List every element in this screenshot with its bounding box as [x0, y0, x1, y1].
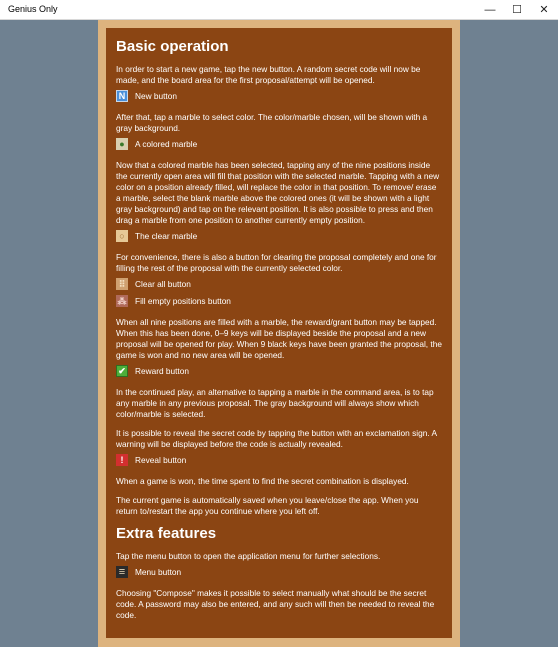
- paragraph-reveal: It is possible to reveal the secret code by tapping the button with an exclamation sign. A warning will be displayed before the code is actually revealed.: [116, 428, 437, 449]
- paragraph-reward: When all nine positions are filled with a marble, the reward/grant button may be tapped. When this has been done, 0–9 keys will be displayed beside the proposal and a new proposal will be opened for play. When 9 black keys have been granted the proposal, the game is won and no new area will be opened.: [116, 317, 442, 360]
- legend-reveal: [116, 453, 442, 467]
- paragraph-compose: Choosing "Compose" makes it possible to select manually what should be the secret code. A password may also be entered, and any such will then be needed to reveal the code.: [116, 588, 435, 620]
- colored-marble-icon: ●: [116, 138, 128, 150]
- menu-icon: ≡: [116, 566, 128, 578]
- legend-reward: [116, 364, 442, 378]
- close-button[interactable]: ✕: [539, 4, 549, 16]
- paragraph-continued-play: In the continued play, an alternative to tapping a marble in the command area, is to tap any marble in any previous proposal. The gray background will always show which color/marble is selected.: [116, 387, 434, 419]
- paragraph-convenience: For convenience, there is also a button for clearing the proposal completely and one for filling the rest of the proposal with the currently selected color.: [116, 252, 437, 273]
- legend-label: Reward button: [135, 365, 189, 376]
- heading-extra-features: Extra features: [116, 525, 217, 542]
- minimize-button[interactable]: —: [484, 3, 496, 16]
- legend-label: Clear all button: [135, 278, 191, 289]
- legend-fill-empty: [116, 294, 442, 308]
- paragraph-game-won: When a game is won, the time spent to find the secret combination is displayed.: [116, 476, 409, 486]
- heading-basic-operation: Basic operation: [116, 38, 229, 55]
- legend-label: New button: [135, 90, 177, 101]
- help-content: [106, 28, 452, 621]
- legend-label: Menu button: [135, 566, 182, 577]
- legend-clear-marble: [116, 229, 442, 243]
- clear-marble-icon: ○: [116, 230, 128, 242]
- checkmark-icon: ✔: [116, 365, 128, 377]
- title-bar: [0, 0, 558, 20]
- paragraph-select-color: After that, tap a marble to select color. The color/marble chosen, will be shown with a gray background.: [116, 112, 428, 133]
- new-icon: N: [116, 90, 128, 102]
- help-panel[interactable]: [106, 28, 452, 638]
- legend-new-button: [116, 89, 442, 103]
- exclamation-icon: !: [116, 454, 128, 466]
- paragraph-positions: Now that a colored marble has been selected, tapping any of the nine positions inside the currently open area will fill that position with the selected marble. Tapping with a new color on a position already filled, will replace the color in that position. To remove/ erase a marble, select the blank marble above the colored ones (it will be shown with a light gray background) and tap on the relevant position. It is also possible to press and then drag a marble from one position to another currently empty position.: [116, 160, 440, 225]
- legend-colored-marble: [116, 137, 442, 151]
- paragraph-menu: Tap the menu button to open the application menu for further selections.: [116, 551, 381, 561]
- clear-all-icon: ⠿: [116, 278, 128, 290]
- legend-label: A colored marble: [135, 138, 198, 149]
- legend-label: Fill empty positions button: [135, 295, 231, 306]
- fill-empty-icon: ⁂: [117, 295, 127, 306]
- legend-menu: [116, 565, 442, 579]
- legend-clear-all: [116, 277, 442, 291]
- window-title: Genius Only: [8, 4, 58, 14]
- paragraph-new-game: In order to start a new game, tap the new button. A random secret code will now be made, and the board area for the first proposal/attempt will be opened.: [116, 64, 421, 85]
- legend-label: Reveal button: [135, 454, 187, 465]
- maximize-button[interactable]: ☐: [512, 4, 522, 16]
- paragraph-autosave: The current game is automatically saved when you leave/close the app. When you return to/restart the app you continue where you left off.: [116, 495, 419, 516]
- legend-label: The clear marble: [135, 230, 198, 241]
